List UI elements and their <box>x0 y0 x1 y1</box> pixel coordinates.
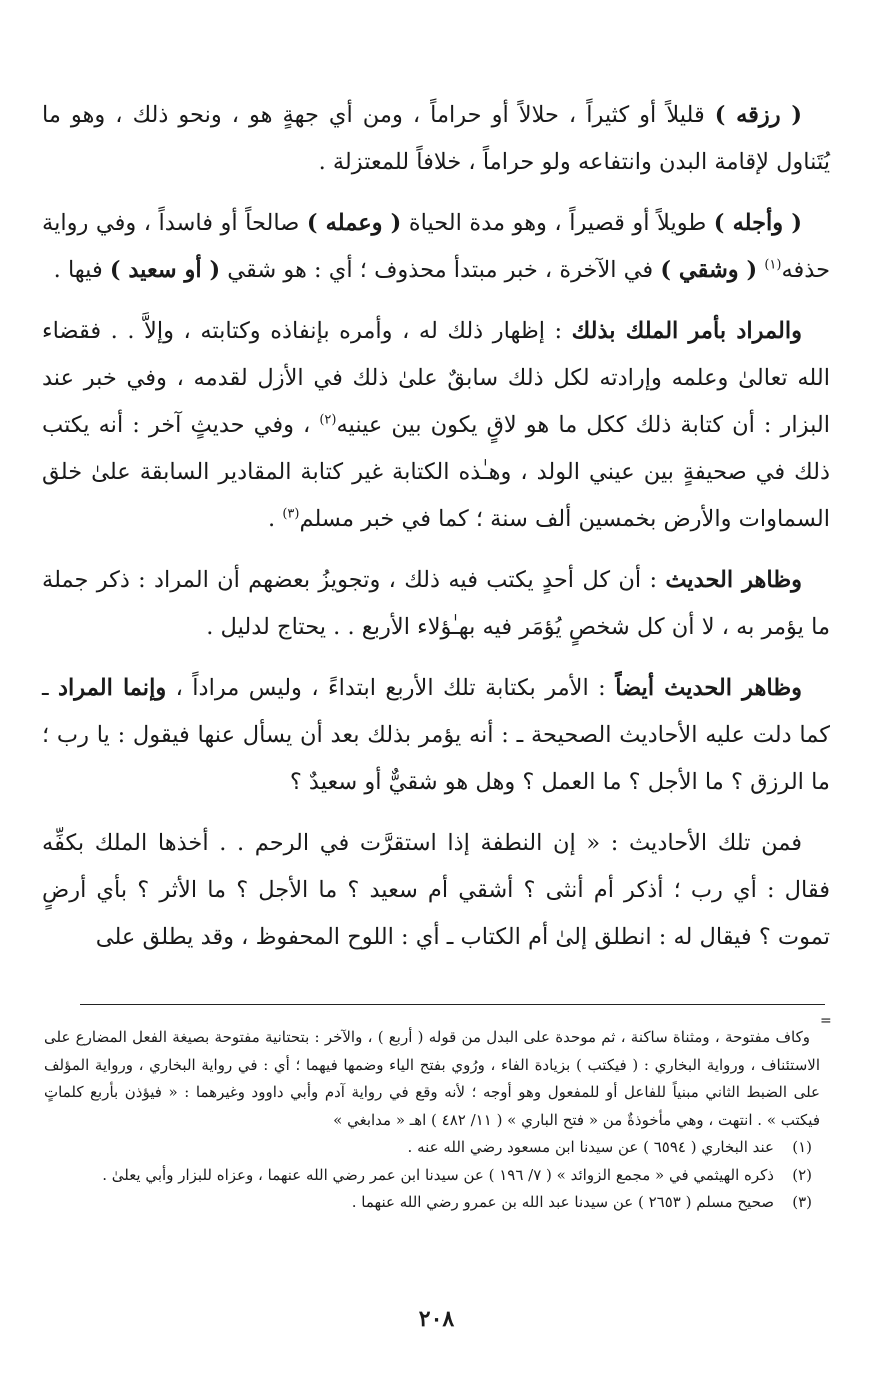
bold-term: ( وأجله ) <box>713 210 802 236</box>
paragraph-text: قليلاً أو كثيراً ، حلالاً أو حراماً ، ومن أي جهةٍ هو ، ونحو ذلك ، وهو ما يُتَناول لإقامة البدن وانتفاعه ولو حراماً ، خلافاً للمعتزلة . <box>42 102 830 175</box>
footnote-continuation: وكاف مفتوحة ، ومثناة ساكنة ، ثم موحدة على البدل من قوله ( أربع ) ، والآخر : بتحتانية مفتوحة بصيغة الفعل المضارع على الاستئناف ، ورواية البخاري : ( فيكتب ) بزيادة الفاء ، ورُوي بفتح الياء وضمها فيهما ؛ أي : في رواية البخاري ، ورواية المؤلف على الضبط الثاني مبنياً للفاعل أو للمفعول وهو أوجه ؛ لأنه وقع في رواية آدم وأبي داوود وغيرهما : « فيؤذن بأربع كلماتٍ فيكتب » . انتهت ، وهي مأخوذةٌ من « فتح الباري » ( ١١/ ٤٨٢ ) اهـ « مدابغي » <box>44 1028 820 1129</box>
main-text <box>42 92 830 975</box>
paragraph-text: : إظهار ذلك له ، وأمره بإنفاذه وكتابته ، وإلاَّ . . فقضاء الله تعالىٰ وعلمه وإرادته لكل ذلك سابقٌ علىٰ ذلك في الأزل لقدمه ، وفي خبر عند البزار : أن كتابة ذلك ككل ما هو لاقٍ يكون بين عينيه <box>42 318 830 438</box>
footnote-number: (٣) <box>792 1193 812 1211</box>
paragraph-text: فيها . <box>53 257 110 283</box>
footnote-text: عند البخاري ( ٦٥٩٤ ) عن سيدنا ابن مسعود رضي الله عنه . <box>407 1138 774 1156</box>
bold-term: ( وعمله ) <box>306 210 402 236</box>
paragraph-6 <box>42 820 830 961</box>
footnote-3 <box>44 1189 820 1217</box>
paragraph-text: صالحاً أو فاسداً ، وفي رواية حذفه <box>42 210 830 283</box>
footnote-ref-3[interactable]: (٣) <box>282 506 300 522</box>
paragraph-text: . <box>268 506 283 532</box>
footnote-2 <box>44 1162 820 1190</box>
paragraph-text: فمن تلك الأحاديث : « إن النطفة إذا استقرَّت في الرحم . . أخذها الملك بكفِّه فقال : أي رب ؛ أذكر أم أنثى ؟ أشقي أم سعيد ؟ ما الأجل ؟ ما الأثر ؟ بأي أرضٍ تموت ؟ فيقال له : انطلق إلىٰ أم الكتاب ـ أي : اللوح المحفوظ ، وقد يطلق على <box>42 830 830 950</box>
footnotes <box>44 1024 820 1217</box>
bold-term: والمراد بأمر الملك بذلك <box>571 318 802 344</box>
bold-term: وظاهر الحديث أيضاً <box>615 675 802 701</box>
paragraph-3 <box>42 308 830 543</box>
bold-term: وإنما المراد <box>58 675 167 701</box>
paragraph-2 <box>42 200 830 294</box>
paragraph-5 <box>42 665 830 806</box>
paragraph-text: في الآخرة ، خبر مبتدأ محذوف ؛ أي : هو شقي <box>220 257 661 283</box>
footnote-number: (٢) <box>792 1165 812 1184</box>
paragraph-text: : أن كل أحدٍ يكتب فيه ذلك ، وتجويزُ بعضهم أن المراد : ذكر جملة ما يؤمر به ، لا أن كل شخصٍ يُؤمَر فيه بهـٰؤلاء الأربع . . يحتاج لدليل . <box>42 567 830 640</box>
footnote-number: (١) <box>792 1138 812 1156</box>
footnote-text: صحيح مسلم ( ٢٦٥٣ ) عن سيدنا عبد الله بن عمرو رضي الله عنهما . <box>351 1193 774 1211</box>
footnote-ref-2[interactable]: (٢) <box>319 412 337 428</box>
bold-term: وظاهر الحديث <box>665 567 803 593</box>
footnote-1 <box>44 1134 820 1162</box>
paragraph-1 <box>42 92 830 186</box>
footnote-divider <box>80 1004 825 1005</box>
paragraph-text: : الأمر بكتابة تلك الأربع ابتداءً ، وليس مراداً ، <box>166 675 616 701</box>
page-number: ٢٠٨ <box>418 1306 455 1332</box>
footnote-continuation-mark: = <box>820 1013 832 1029</box>
bold-term: ( وشقي ) <box>660 257 758 283</box>
paragraph-text: طويلاً أو قصيراً ، وهو مدة الحياة <box>401 210 714 236</box>
bold-term: ( أو سعيد ) <box>109 257 221 283</box>
footnote-ref-1[interactable]: (١) <box>764 257 782 273</box>
paragraph-4 <box>42 557 830 651</box>
paragraph-text: ـ كما دلت عليه الأحاديث الصحيحة ـ : أنه يؤمر بذلك بعد أن يسأل عنها فيقول : يا رب ؛ ما الرزق ؟ ما الأجل ؟ ما العمل ؟ وهل هو شقيٌّ أو سعيدٌ ؟ <box>42 675 830 795</box>
footnote-text: ذكره الهيثمي في « مجمع الزوائد » ( ٧/ ١٩٦ ) عن سيدنا ابن عمر رضي الله عنهما ، وعزاه للبزار وأبي يعلىٰ . <box>102 1165 774 1184</box>
paragraph-text: ، وفي حديثٍ آخر : أنه يكتب ذلك في صحيفةٍ بين عيني الولد ، وهـٰذه الكتابة غير كتابة المقادير السابقة علىٰ خلق السماوات والأرض بخمسين ألف سنة ؛ كما في خبر مسلم <box>42 412 830 532</box>
bold-term: ( رزقه ) <box>714 102 803 128</box>
